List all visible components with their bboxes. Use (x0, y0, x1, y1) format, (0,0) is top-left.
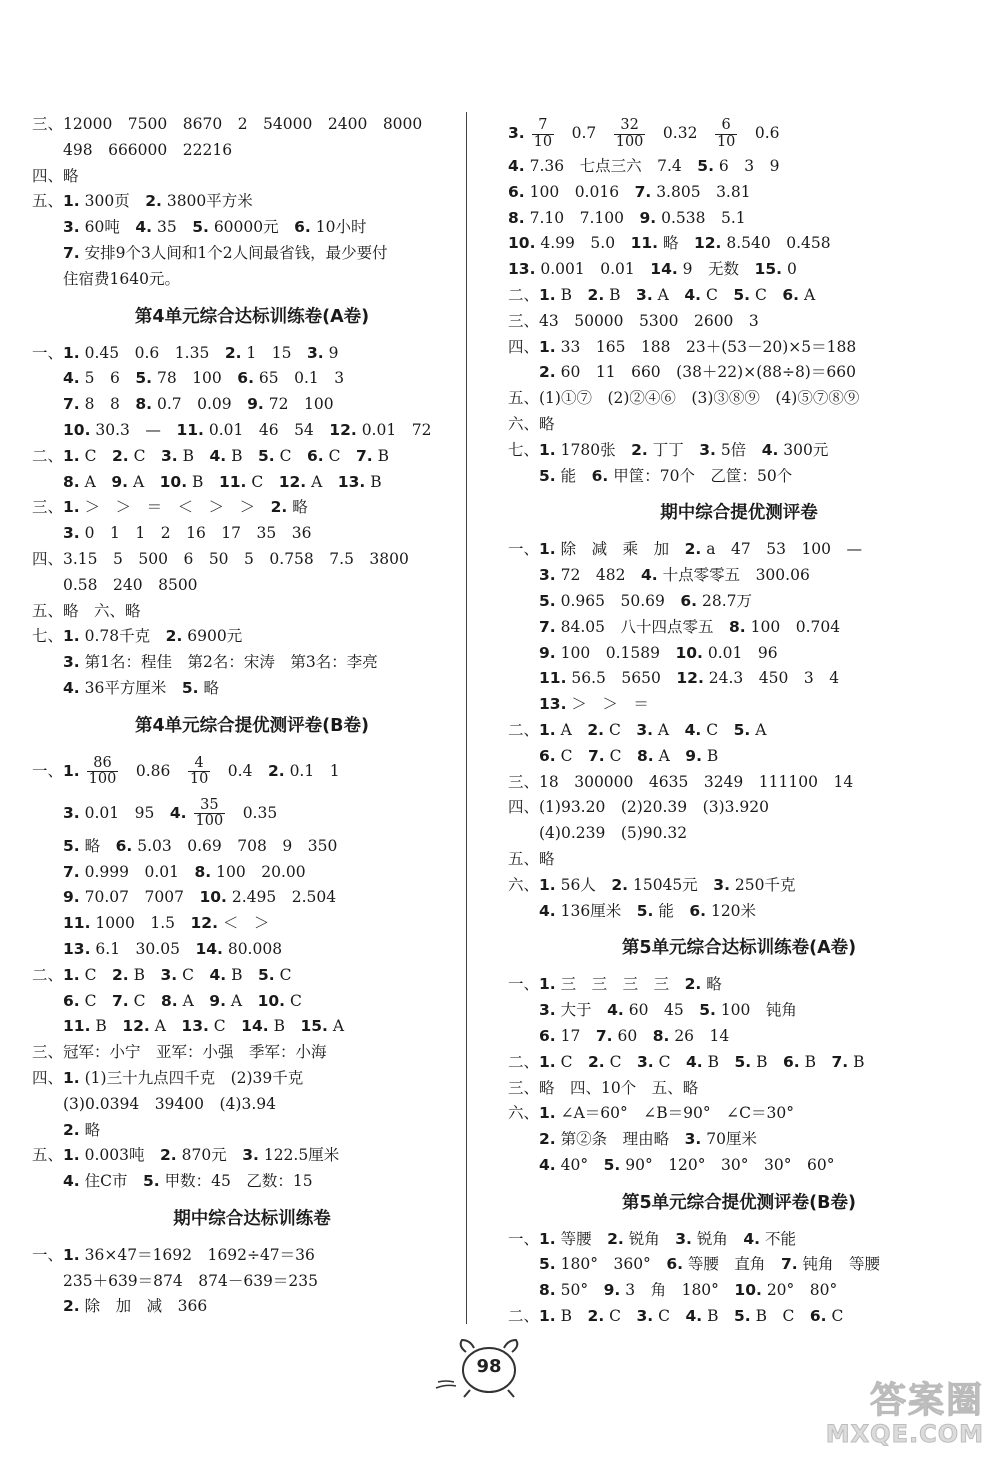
answer-line: 四、3.15 5 500 6 50 5 0.758 7.5 3800 (32, 549, 409, 568)
answer-line: 7. 0.999 0.01 8. 100 20.00 (63, 862, 306, 881)
answer-line: 一、1. 除 减 乘 加 2. a 47 53 100 — (508, 540, 863, 559)
answer-line: 六、1. 56人 2. 15045元 3. 250千克 (508, 875, 796, 894)
answer-line: 三、18 300000 4635 3249 111100 14 (508, 772, 854, 791)
answer-line: 二、1. B 2. B 3. A 4. C 5. C 6. A (508, 285, 816, 304)
answer-line: 11. B 12. A 13. C 14. B 15. A (63, 1017, 345, 1036)
answer-line: 7. 安排9个3人间和1个2人间最省钱，最少要付 (63, 243, 388, 262)
answer-line: 9. 70.07 7007 10. 2.495 2.504 (63, 888, 337, 907)
answer-line: 3. 72 482 4. 十点零零五 300.06 (539, 566, 810, 585)
section-title: 第4单元综合达标训练卷(A卷) (134, 306, 370, 327)
answer-line: 4. 36平方厘米 5. 略 (63, 678, 219, 697)
fraction: $\frac{32}{100}$ (615, 117, 644, 150)
answer-line: 三、冠军：小宁 亚军：小强 季军：小海 (32, 1043, 327, 1062)
answer-line: 235＋639＝874 874－639＝235 (32, 1271, 319, 1290)
answer-line: 四、1. (1)三十九点四千克 (2)39千克 (32, 1068, 304, 1087)
answer-line: 8. A 9. A 10. B 11. C 12. A 13. B (63, 472, 382, 491)
answer-line: 七、1. 1780张 2. 丁丁 3. 5倍 4. 300元 (508, 440, 829, 459)
answer-line: 一、1. $\frac{86}{100}$ 0.86 $\frac{4}{10}$ 0.4 2. 0.1 1 (32, 755, 340, 788)
page-number-badge (426, 1338, 576, 1398)
answer-line: 3. 60吨 4. 35 5. 60000元 6. 10小时 (63, 218, 367, 237)
answer-line: (4)0.239 (5)90.32 (508, 824, 688, 843)
answer-line: 3. 0 1 1 2 16 17 35 36 (63, 524, 312, 543)
answer-line: 五、略 (508, 849, 555, 868)
answer-line: 三、略 四、10个 五、略 (508, 1078, 699, 1097)
answer-line: 五、1. 0.003吨 2. 870元 3. 122.5厘米 (32, 1146, 340, 1165)
answer-line: 六、略 (508, 414, 555, 433)
fraction: $\frac{7}{10}$ (533, 117, 553, 150)
section-title: 期中综合提优测评卷 (660, 503, 818, 524)
answer-line: 8. 7.10 7.100 9. 0.538 5.1 (508, 208, 746, 227)
watermark (812, 1372, 992, 1462)
answer-line: 4. 7.36 七点三六 7.4 5. 6 3 9 (508, 157, 780, 175)
answer-line: 一、1. 36×47＝1692 1692÷47＝36 (32, 1245, 315, 1264)
answer-line: 0.58 240 8500 (32, 575, 198, 594)
answer-line: 三、43 50000 5300 2600 3 (508, 311, 759, 330)
answer-line: 六、1. ∠A＝60° ∠B＝90° ∠C＝30° (508, 1104, 794, 1123)
answer-line: 二、1. C 2. B 3. C 4. B 5. C (32, 965, 292, 984)
answer-line: 2. 60 11 660 (38＋22)×(88÷8)＝660 (539, 363, 856, 382)
answer-line: 四、略 (32, 166, 79, 185)
answer-line: 13. ＞ ＞ ＝ (539, 695, 649, 714)
answer-line: 四、(1)93.20 (2)20.39 (3)3.920 (508, 798, 769, 817)
answer-line: 二、1. C 2. C 3. C 4. B 5. B 6. B 7. B (508, 1052, 865, 1071)
answer-line: 3. 第1名：程佳 第2名：宋涛 第3名：李亮 (63, 653, 378, 672)
answer-line: 6. C 7. C 8. A 9. B (539, 746, 719, 765)
fraction: $\frac{4}{10}$ (189, 755, 209, 788)
answer-line: 9. 100 0.1589 10. 0.01 96 (539, 643, 778, 662)
answer-line: 三、12000 7500 8670 2 54000 2400 8000 (32, 115, 423, 133)
watermark-logo: 答案圈 (869, 1380, 984, 1421)
answer-line: 3. $\frac{7}{10}$ 0.7 $\frac{32}{100}$ 0.32 $\frac{6}{10}$ 0.6 (508, 117, 780, 150)
left-answer-column (32, 112, 472, 1320)
answer-line: 四、1. 33 165 188 23＋(53－20)×5＝188 (508, 337, 857, 356)
answer-line: 5. 能 6. 甲筐：70个 乙筐：50个 (539, 466, 793, 485)
answer-line: 二、1. C 2. C 3. B 4. B 5. C 6. C 7. B (32, 446, 389, 465)
answer-line: 5. 180° 360° 6. 等腰 直角 7. 钝角 等腰 (539, 1255, 881, 1274)
answer-line: 11. 56.5 5650 12. 24.3 450 3 4 (539, 669, 840, 688)
section-title: 第5单元综合达标训练卷(A卷) (621, 938, 857, 959)
answer-line: 2. 第②条 理由略 3. 70厘米 (539, 1130, 757, 1149)
answer-line: 3. 0.01 95 4. $\frac{35}{100}$ 0.35 (63, 797, 278, 830)
answer-line: 二、1. A 2. C 3. A 4. C 5. A (508, 720, 767, 739)
answer-line: 4. 住C市 5. 甲数：45 乙数：15 (63, 1172, 313, 1191)
answer-line: 一、1. 等腰 2. 锐角 3. 锐角 4. 不能 (508, 1229, 797, 1248)
answer-line: 13. 6.1 30.05 14. 80.008 (63, 939, 283, 958)
answer-line: 七、1. 0.78千克 2. 6900元 (32, 627, 243, 646)
answer-line: 5. 略 6. 5.03 0.69 708 9 350 (63, 836, 338, 855)
fraction: $\frac{86}{100}$ (88, 755, 117, 788)
answer-line: 五、1. 300页 2. 3800平方米 (32, 192, 253, 211)
answer-line: 二、1. B 2. C 3. C 4. B 5. B C 6. C (508, 1307, 844, 1326)
answer-line: 2. 除 加 减 366 (63, 1297, 208, 1316)
answer-line: 4. 5 6 5. 78 100 6. 65 0.1 3 (63, 369, 345, 388)
section-title: 第5单元综合提优测评卷(B卷) (621, 1192, 856, 1213)
watermark-site: MXQE.COM (825, 1420, 984, 1448)
answer-line: 6. 17 7. 60 8. 26 14 (539, 1026, 730, 1045)
answer-line: 一、1. 0.45 0.6 1.35 2. 1 15 3. 9 (32, 343, 339, 362)
answer-line: (3)0.0394 39400 (4)3.94 (32, 1094, 276, 1113)
answer-line: 5. 0.965 50.69 6. 28.7万 (539, 591, 753, 610)
answer-line: 一、1. 三 三 三 三 2. 略 (508, 975, 722, 994)
section-title: 第4单元综合提优测评卷(B卷) (134, 715, 369, 736)
answer-line: 6. 100 0.016 7. 3.805 3.81 (508, 182, 751, 201)
answer-line: 8. 50° 9. 3 角 180° 10. 20° 80° (539, 1281, 838, 1300)
answer-line: 11. 1000 1.5 12. ＜ ＞ (63, 914, 270, 933)
answer-line: 10. 30.3 — 11. 0.01 46 54 12. 0.01 72 (63, 420, 432, 439)
section-title: 期中综合达标训练卷 (173, 1208, 331, 1229)
answer-line: 13. 0.001 0.01 14. 9 无数 15. 0 (508, 260, 797, 279)
answer-line: 住宿费1640元。 (32, 269, 180, 288)
answer-line: 4. 136厘米 5. 能 6. 120米 (539, 901, 757, 920)
page-number: 98 (476, 1356, 502, 1377)
answer-line: 6. C 7. C 8. A 9. A 10. C (63, 991, 302, 1010)
right-answer-column (508, 112, 970, 1330)
answer-line: 7. 84.05 八十四点零五 8. 100 0.704 (539, 617, 841, 636)
answer-line: 三、1. ＞ ＞ ＝ ＜ ＞ ＞ 2. 略 (32, 498, 308, 517)
answer-line: 7. 8 8 8. 0.7 0.09 9. 72 100 (63, 395, 334, 414)
answer-line: 3. 大于 4. 60 45 5. 100 钝角 (539, 1001, 797, 1020)
answer-line: 2. 略 (63, 1120, 101, 1139)
answer-line: 五、(1)①⑦ (2)②④⑥ (3)③⑧⑨ (4)⑤⑦⑧⑨ (508, 389, 860, 408)
fraction: $\frac{6}{10}$ (716, 117, 736, 150)
fraction: $\frac{35}{100}$ (195, 797, 224, 830)
answer-line: 五、略 六、略 (32, 601, 141, 620)
answer-line: 4. 40° 5. 90° 120° 30° 30° 60° (539, 1155, 835, 1174)
answer-line: 10. 4.99 5.0 11. 略 12. 8.540 0.458 (508, 234, 831, 253)
answer-line: 498 666000 22216 (32, 140, 233, 159)
column-divider (466, 112, 467, 1324)
